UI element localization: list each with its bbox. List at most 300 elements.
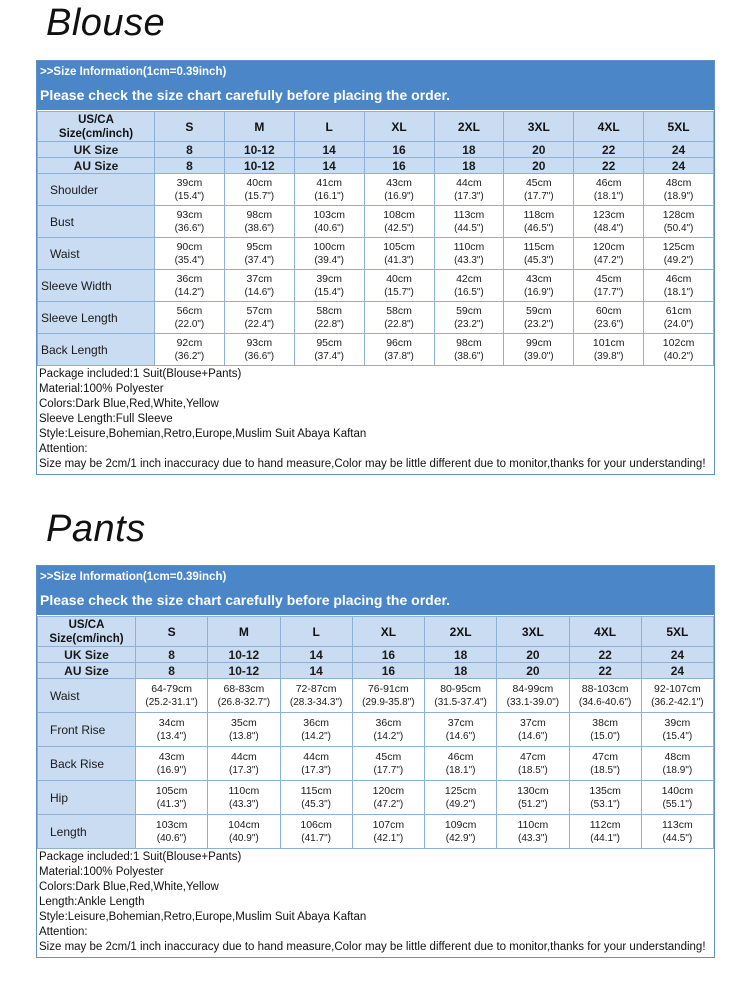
measurement-cell xyxy=(155,238,225,270)
measurement-cell xyxy=(364,270,434,302)
inch-value: (26.8-32.7") xyxy=(217,696,271,708)
note-line: Package included:1 Suit(Blouse+Pants) xyxy=(39,368,242,380)
measurement-cell xyxy=(504,334,574,366)
measurement-label: Bust xyxy=(38,206,155,238)
measurement-cell xyxy=(641,747,713,781)
cm-value: 110cm xyxy=(453,240,485,253)
measurement-cell xyxy=(497,713,569,747)
size-col-header: M xyxy=(224,112,294,142)
cm-value: 120cm xyxy=(592,240,625,253)
inch-value: (41.3") xyxy=(156,798,187,810)
inch-value: (44.5") xyxy=(662,832,693,844)
cm-value: 44cm xyxy=(303,750,329,763)
inch-value: (39.8") xyxy=(593,350,624,362)
size-col-header: M xyxy=(208,617,280,647)
inch-value: (45.3") xyxy=(301,798,331,810)
au-size-label: AU Size xyxy=(38,663,136,679)
uk-size-cell: 10-12 xyxy=(208,647,280,663)
measurement-cell xyxy=(644,238,714,270)
inch-value: (14.2") xyxy=(174,286,205,298)
cm-value: 40cm xyxy=(386,272,412,285)
size-col-header: 2XL xyxy=(425,617,497,647)
inch-value: (41.7") xyxy=(301,832,331,844)
note-line: Colors:Dark Blue,Red,White,Yellow xyxy=(39,398,219,410)
cm-value: 107cm xyxy=(372,818,405,831)
cm-value: 72-87cm xyxy=(295,682,337,695)
measurement-cell xyxy=(425,679,497,713)
inch-value: (37.4") xyxy=(244,254,275,266)
cm-value: 39cm xyxy=(316,272,343,285)
measurement-cell xyxy=(644,334,714,366)
inch-value: (28.3-34.3") xyxy=(289,696,343,708)
cm-value: 47cm xyxy=(592,750,618,763)
note-line: Attention: xyxy=(39,443,88,455)
measurement-cell xyxy=(224,206,294,238)
size-col-header: 3XL xyxy=(497,617,569,647)
au-size-cell: 22 xyxy=(569,663,641,679)
cm-value: 36cm xyxy=(375,716,402,729)
cm-value: 46cm xyxy=(595,176,622,189)
measurement-cell xyxy=(364,302,434,334)
measurement-row xyxy=(38,747,714,781)
note-line: Attention: xyxy=(39,926,88,938)
size-header-label-line: US/CA xyxy=(68,618,105,631)
inch-value: (37.4") xyxy=(314,350,345,362)
size-header-label xyxy=(38,617,136,647)
inch-value: (41.3") xyxy=(384,254,414,266)
measurement-cell xyxy=(425,815,497,849)
inch-value: (16.9") xyxy=(156,764,187,776)
cm-value: 128cm xyxy=(662,208,695,221)
size-col-header: L xyxy=(294,112,364,142)
cm-value: 113cm xyxy=(662,818,693,831)
cm-value: 109cm xyxy=(444,818,477,831)
measurement-cell xyxy=(352,713,424,747)
measurement-cell xyxy=(569,781,641,815)
note-line: Length:Ankle Length xyxy=(39,896,145,908)
size-info-heading: >>Size Information(1cm=0.39inch) xyxy=(40,571,227,583)
cm-value: 60cm xyxy=(595,304,622,317)
size-col-header: S xyxy=(155,112,225,142)
measurement-cell xyxy=(136,781,208,815)
measurement-cell xyxy=(434,206,504,238)
cm-value: 104cm xyxy=(228,818,260,831)
inch-value: (15.4") xyxy=(314,286,345,298)
cm-value: 103cm xyxy=(155,818,188,831)
cm-value: 46cm xyxy=(447,750,474,763)
measurement-cell xyxy=(569,713,641,747)
au-size-label: AU Size xyxy=(38,158,155,174)
cm-value: 43cm xyxy=(386,176,412,189)
cm-value: 48cm xyxy=(664,750,691,763)
measurement-cell xyxy=(574,206,644,238)
au-size-cell: 18 xyxy=(425,663,497,679)
inch-value: (31.5-37.4") xyxy=(434,696,487,708)
au-size-cell: 8 xyxy=(136,663,208,679)
size-header-row xyxy=(38,112,714,142)
inch-value: (43.3") xyxy=(454,254,484,266)
measurement-cell xyxy=(294,334,364,366)
inch-value: (14.2") xyxy=(301,730,331,742)
inch-value: (22.0") xyxy=(174,318,205,330)
inch-value: (36.6") xyxy=(174,222,205,234)
measurement-cell xyxy=(280,747,352,781)
cm-value: 95cm xyxy=(316,336,343,349)
measurement-cell xyxy=(574,334,644,366)
uk-size-label: UK Size xyxy=(38,142,155,158)
cm-value: 106cm xyxy=(300,818,332,831)
measurement-cell xyxy=(155,270,225,302)
inch-value: (24.0") xyxy=(663,318,694,330)
note-line: Material:100% Polyester xyxy=(39,866,164,878)
measurement-cell xyxy=(224,174,294,206)
cm-value: 100cm xyxy=(313,240,345,253)
inch-value: (15.4") xyxy=(174,190,205,202)
measurement-cell xyxy=(504,206,574,238)
measurement-cell xyxy=(208,679,280,713)
cm-value: 35cm xyxy=(231,716,257,729)
measurement-cell xyxy=(136,815,208,849)
au-size-cell: 24 xyxy=(644,158,714,174)
cm-value: 105cm xyxy=(383,240,415,253)
cm-value: 47cm xyxy=(520,750,546,763)
inch-value: (18.9") xyxy=(663,190,694,202)
size-col-header: 3XL xyxy=(504,112,574,142)
measurement-label: Hip xyxy=(38,781,136,815)
inch-value: (42.1") xyxy=(373,832,404,844)
cm-value: 101cm xyxy=(592,336,625,349)
measurement-cell xyxy=(497,679,569,713)
measurement-cell xyxy=(641,781,713,815)
measurement-cell xyxy=(280,815,352,849)
size-col-header: XL xyxy=(352,617,424,647)
size-col-header: 5XL xyxy=(644,112,714,142)
measurement-label: Shoulder xyxy=(38,174,155,206)
cm-value: 43cm xyxy=(158,750,185,763)
measurement-cell xyxy=(425,781,497,815)
inch-value: (51.2") xyxy=(518,798,548,810)
measurement-cell xyxy=(224,270,294,302)
measurement-cell xyxy=(641,713,713,747)
measurement-cell xyxy=(497,747,569,781)
inch-value: (53.1") xyxy=(590,798,620,810)
measurement-cell xyxy=(574,270,644,302)
inch-value: (39.0") xyxy=(523,350,554,362)
inch-value: (13.4") xyxy=(156,730,187,742)
measurement-cell xyxy=(504,174,574,206)
cm-value: 56cm xyxy=(176,304,203,317)
measurement-cell xyxy=(364,206,434,238)
inch-value: (35.4") xyxy=(174,254,205,266)
measurement-cell xyxy=(425,713,497,747)
cm-value: 39cm xyxy=(176,176,203,189)
measurement-cell xyxy=(644,302,714,334)
cm-value: 93cm xyxy=(176,208,203,221)
cm-value: 80-95cm xyxy=(440,682,482,695)
cm-value: 36cm xyxy=(303,716,329,729)
cm-value: 58cm xyxy=(316,304,343,317)
inch-value: (16.5") xyxy=(454,286,484,298)
cm-value: 118cm xyxy=(523,208,555,221)
cm-value: 76-91cm xyxy=(367,682,409,695)
measurement-row xyxy=(38,238,714,270)
measurement-cell xyxy=(504,238,574,270)
inch-value: (17.3") xyxy=(301,764,331,776)
cm-value: 59cm xyxy=(456,304,482,317)
cm-value: 110cm xyxy=(517,818,549,831)
measurement-row xyxy=(38,815,714,849)
size-col-header: 5XL xyxy=(641,617,713,647)
cm-value: 125cm xyxy=(662,240,695,253)
cm-value: 59cm xyxy=(525,304,552,317)
inch-value: (15.7") xyxy=(384,286,414,298)
note-line: Style:Leisure,Bohemian,Retro,Europe,Muslim Suit Abaya Kaftan xyxy=(39,911,367,923)
inch-value: (40.2") xyxy=(663,350,694,362)
cm-value: 39cm xyxy=(664,716,691,729)
size-header-label xyxy=(38,112,155,142)
inch-value: (17.7") xyxy=(593,286,624,298)
measurement-label: Sleeve Width xyxy=(38,270,155,302)
size-info-banner xyxy=(37,61,714,111)
inch-value: (17.7") xyxy=(373,764,404,776)
inch-value: (23.2") xyxy=(454,318,484,330)
uk-size-cell: 18 xyxy=(434,142,504,158)
pants-product-notes xyxy=(37,849,714,957)
au-size-cell: 16 xyxy=(364,158,434,174)
blouse-size-table xyxy=(37,111,714,366)
cm-value: 113cm xyxy=(453,208,485,221)
measurement-cell xyxy=(294,174,364,206)
measurement-cell xyxy=(294,270,364,302)
inch-value: (18.1") xyxy=(663,286,694,298)
cm-value: 123cm xyxy=(592,208,625,221)
measurement-cell xyxy=(136,747,208,781)
measurement-label: Back Length xyxy=(38,334,155,366)
cm-value: 48cm xyxy=(665,176,692,189)
uk-size-cell: 16 xyxy=(352,647,424,663)
measurement-cell xyxy=(224,238,294,270)
size-header-label-line: US/CA xyxy=(78,113,114,126)
size-col-header: S xyxy=(136,617,208,647)
measurement-cell xyxy=(569,747,641,781)
measurement-cell xyxy=(364,238,434,270)
cm-value: 135cm xyxy=(589,784,621,797)
cm-value: 110cm xyxy=(228,784,260,797)
cm-value: 92cm xyxy=(176,336,203,349)
au-size-cell: 20 xyxy=(504,158,574,174)
measurement-cell xyxy=(294,206,364,238)
inch-value: (15.0") xyxy=(590,730,620,742)
note-line: Size may be 2cm/1 inch inaccuracy due to hand measure,Color may be little different due to monitor,thanks for your understanding! xyxy=(39,458,706,470)
measurement-cell xyxy=(641,679,713,713)
cm-value: 98cm xyxy=(246,208,273,221)
uk-size-cell: 18 xyxy=(425,647,497,663)
measurement-row xyxy=(38,713,714,747)
cm-value: 90cm xyxy=(176,240,203,253)
measurement-cell xyxy=(224,302,294,334)
inch-value: (36.6") xyxy=(244,350,275,362)
cm-value: 45cm xyxy=(525,176,552,189)
uk-size-cell: 22 xyxy=(569,647,641,663)
measurement-cell xyxy=(434,270,504,302)
inch-value: (16.9") xyxy=(523,286,554,298)
cm-value: 88-103cm xyxy=(581,682,629,695)
uk-size-cell: 24 xyxy=(644,142,714,158)
inch-value: (15.7") xyxy=(244,190,275,202)
uk-size-cell: 8 xyxy=(155,142,225,158)
cm-value: 92-107cm xyxy=(654,682,701,695)
uk-size-cell: 14 xyxy=(280,647,352,663)
inch-value: (16.1") xyxy=(314,190,345,202)
uk-size-label: UK Size xyxy=(38,647,136,663)
inch-value: (22.8") xyxy=(384,318,414,330)
measurement-row xyxy=(38,302,714,334)
size-col-header: L xyxy=(280,617,352,647)
inch-value: (16.9") xyxy=(384,190,414,202)
measurement-cell xyxy=(569,679,641,713)
inch-value: (39.4") xyxy=(314,254,345,266)
measurement-cell xyxy=(434,302,504,334)
measurement-cell xyxy=(434,174,504,206)
au-size-cell: 22 xyxy=(574,158,644,174)
inch-value: (36.2-42.1") xyxy=(651,696,704,708)
inch-value: (37.8") xyxy=(384,350,414,362)
inch-value: (55.1") xyxy=(662,798,693,810)
cm-value: 112cm xyxy=(589,818,621,831)
inch-value: (47.2") xyxy=(593,254,624,266)
uk-size-cell: 10-12 xyxy=(224,142,294,158)
uk-size-row xyxy=(38,647,714,663)
inch-value: (13.8") xyxy=(229,730,259,742)
inch-value: (18.9") xyxy=(662,764,693,776)
measurement-cell xyxy=(641,815,713,849)
inch-value: (22.4") xyxy=(244,318,275,330)
measurement-label: Sleeve Length xyxy=(38,302,155,334)
inch-value: (46.5") xyxy=(523,222,554,234)
measurement-row xyxy=(38,206,714,238)
measurement-row xyxy=(38,781,714,815)
measurement-row xyxy=(38,270,714,302)
inch-value: (42.9") xyxy=(445,832,476,844)
cm-value: 58cm xyxy=(386,304,412,317)
measurement-cell xyxy=(208,747,280,781)
measurement-cell xyxy=(574,302,644,334)
cm-value: 103cm xyxy=(313,208,345,221)
size-header-label-line: Size(cm/inch) xyxy=(58,127,134,140)
uk-size-cell: 14 xyxy=(294,142,364,158)
inch-value: (43.3") xyxy=(518,832,548,844)
inch-value: (44.5") xyxy=(454,222,484,234)
cm-value: 61cm xyxy=(665,304,692,317)
note-line: Style:Leisure,Bohemian,Retro,Europe,Muslim Suit Abaya Kaftan xyxy=(39,428,367,440)
measurement-cell xyxy=(352,815,424,849)
cm-value: 44cm xyxy=(456,176,482,189)
cm-value: 68-83cm xyxy=(223,682,265,695)
inch-value: (38.6") xyxy=(244,222,275,234)
au-size-cell: 10-12 xyxy=(208,663,280,679)
note-line: Sleeve Length:Full Sleeve xyxy=(39,413,173,425)
cm-value: 130cm xyxy=(517,784,549,797)
measurement-cell xyxy=(364,334,434,366)
size-col-header: 2XL xyxy=(434,112,504,142)
measurement-cell xyxy=(497,781,569,815)
size-info-banner xyxy=(37,566,714,616)
uk-size-cell: 20 xyxy=(497,647,569,663)
uk-size-cell: 24 xyxy=(641,647,713,663)
inch-value: (40.9") xyxy=(229,832,259,844)
inch-value: (18.5") xyxy=(590,764,620,776)
cm-value: 99cm xyxy=(525,336,552,349)
au-size-cell: 10-12 xyxy=(224,158,294,174)
measurement-cell xyxy=(425,747,497,781)
cm-value: 102cm xyxy=(662,336,695,349)
cm-value: 57cm xyxy=(246,304,273,317)
uk-size-cell: 16 xyxy=(364,142,434,158)
cm-value: 84-99cm xyxy=(512,682,554,695)
cm-value: 38cm xyxy=(592,716,618,729)
inch-value: (18.1") xyxy=(593,190,624,202)
inch-value: (40.6") xyxy=(314,222,345,234)
uk-size-cell: 20 xyxy=(504,142,574,158)
cm-value: 40cm xyxy=(246,176,273,189)
inch-value: (43.3") xyxy=(229,798,259,810)
cm-value: 43cm xyxy=(525,272,552,285)
inch-value: (48.4") xyxy=(593,222,624,234)
inch-value: (49.2") xyxy=(663,254,694,266)
inch-value: (42.5") xyxy=(384,222,414,234)
measurement-cell xyxy=(352,747,424,781)
blouse-title: Blouse xyxy=(46,2,166,44)
size-info-heading: >>Size Information(1cm=0.39inch) xyxy=(40,66,227,78)
inch-value: (38.6") xyxy=(454,350,484,362)
measurement-cell xyxy=(208,815,280,849)
measurement-cell xyxy=(644,206,714,238)
note-line: Material:100% Polyester xyxy=(39,383,164,395)
cm-value: 120cm xyxy=(372,784,405,797)
measurement-cell xyxy=(280,713,352,747)
measurement-cell xyxy=(574,174,644,206)
size-col-header: 4XL xyxy=(569,617,641,647)
note-line: Size may be 2cm/1 inch inaccuracy due to hand measure,Color may be little different due to monitor,thanks for your understanding! xyxy=(39,941,706,953)
size-chart-instruction: Please check the size chart carefully before placing the order. xyxy=(37,585,714,616)
measurement-label: Back Rise xyxy=(38,747,136,781)
cm-value: 42cm xyxy=(456,272,482,285)
blouse-product-notes xyxy=(37,366,714,474)
uk-size-cell: 22 xyxy=(574,142,644,158)
au-size-cell: 20 xyxy=(497,663,569,679)
measurement-cell xyxy=(208,781,280,815)
cm-value: 46cm xyxy=(665,272,692,285)
inch-value: (44.1") xyxy=(590,832,620,844)
cm-value: 45cm xyxy=(595,272,622,285)
measurement-row xyxy=(38,679,714,713)
cm-value: 45cm xyxy=(375,750,402,763)
inch-value: (14.2") xyxy=(373,730,404,742)
measurement-cell xyxy=(434,238,504,270)
pants-title: Pants xyxy=(46,508,146,550)
au-size-cell: 16 xyxy=(352,663,424,679)
size-header-label-line: Size(cm/inch) xyxy=(49,632,124,645)
size-col-header: XL xyxy=(364,112,434,142)
inch-value: (22.8") xyxy=(314,318,345,330)
measurement-cell xyxy=(497,815,569,849)
inch-value: (34.6-40.6") xyxy=(578,696,632,708)
measurement-cell xyxy=(155,334,225,366)
au-size-row xyxy=(38,158,714,174)
cm-value: 36cm xyxy=(176,272,203,285)
cm-value: 115cm xyxy=(523,240,555,253)
cm-value: 64-79cm xyxy=(151,682,193,695)
